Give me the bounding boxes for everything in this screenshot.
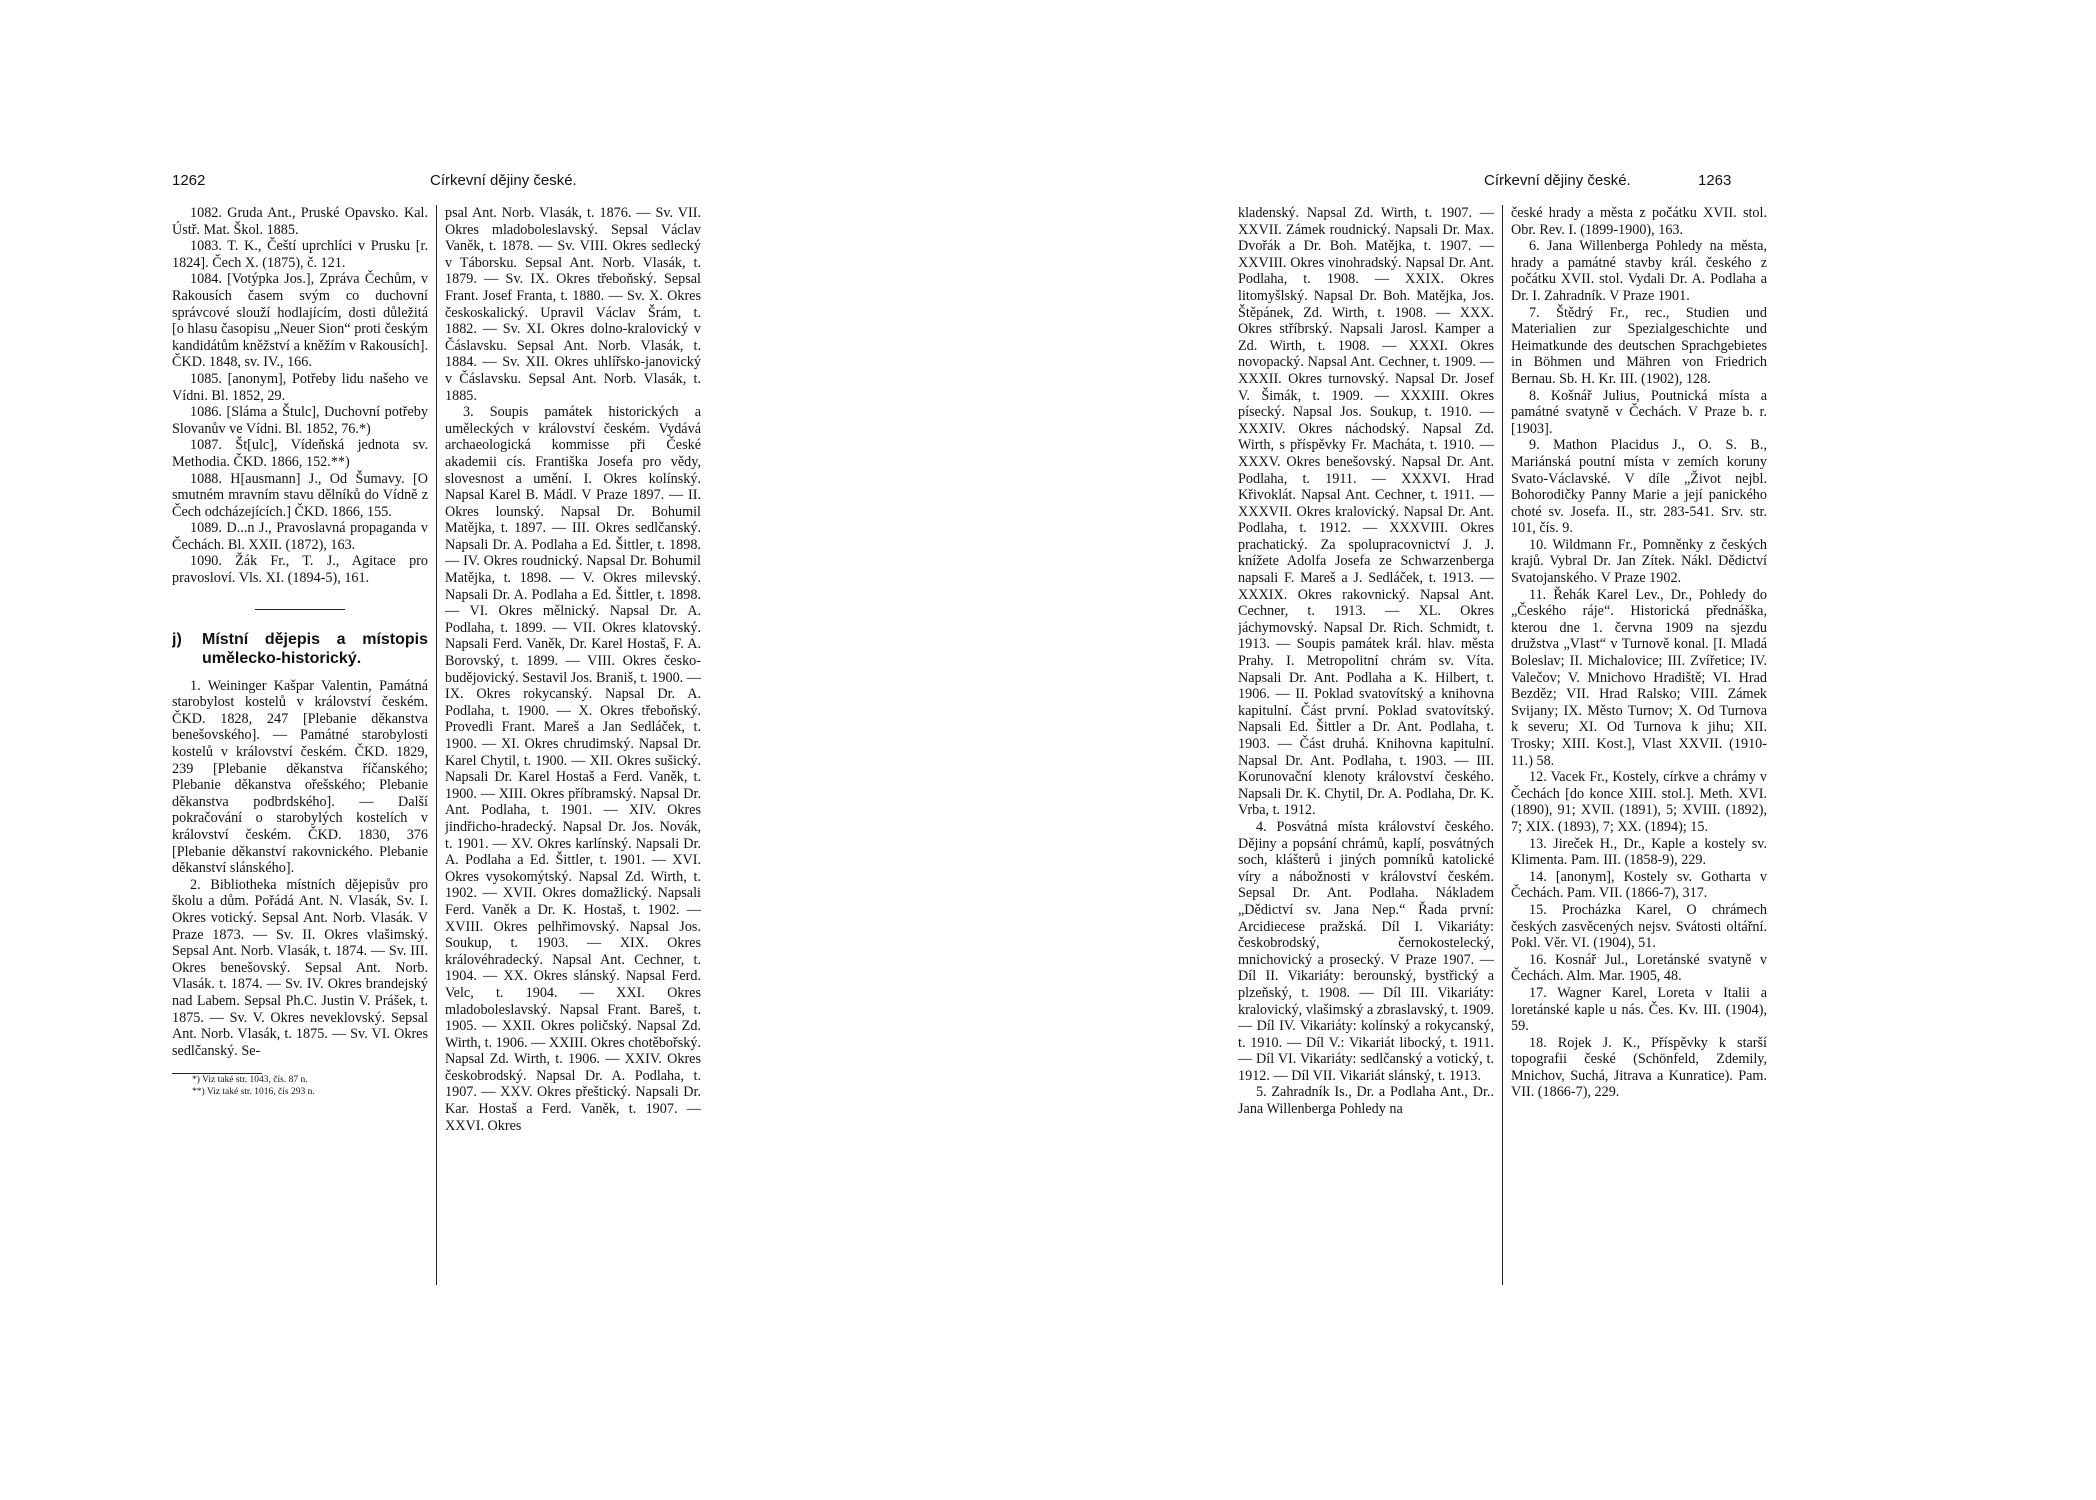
section-divider bbox=[255, 609, 345, 610]
footnote: *) Viz také str. 1043, čís. 87 n. bbox=[192, 1075, 308, 1086]
entry: 1089. D...n J., Pravoslavná propaganda v Čechách. Bl. XXII. (1872), 163. bbox=[172, 520, 428, 553]
right-column-2 bbox=[1511, 205, 1767, 1285]
entry: 13. Jireček H., Dr., Kaple a kostely sv. Klimenta. Pam. III. (1858-9), 229. bbox=[1511, 835, 1767, 869]
entry: 8. Košnář Julius, Poutnická místa a památné svatyně v Čechách. V Praze b. r. [1903]. bbox=[1511, 387, 1767, 437]
entry: 1082. Gruda Ant., Pruské Opavsko. Kal. Ústř. Mat. Škol. 1885. bbox=[172, 205, 428, 238]
left-column-1 bbox=[172, 205, 428, 1285]
entry: 14. [anonym], Kostely sv. Gotharta v Čechách. Pam. VII. (1866-7), 317. bbox=[1511, 868, 1767, 902]
entry: 1090. Žák Fr., T. J., Agitace pro pravosloví. Vls. XI. (1894-5), 161. bbox=[172, 553, 428, 587]
entry: kladenský. Napsal Zd. Wirth, t. 1907. — XXVII. Zámek roudnický. Napsali Dr. Max. Dvořák a Dr. Boh. Matějka, t. 1907. — XXVIII. Okres vinohradský. Napsal Dr. Ant. Podlaha, t. 1908. — XXIX. Okres litomyšlský. Napsal Dr. Boh. Matějka, Jos. Štěpánek, Zd. Wirth, t. 1908. — XXX. Okres stříbrský. Napsali Jarosl. Kamper a Zd. Wirth, t. 1908. — XXXI. Okres novopacký. Napsal Ant. Cechner, t. 1909. — XXXII. Okres turnovský. Napsal Dr. Josef V. Šimák, t. 1909. — XXXIII. Okres písecký. Napsal Jos. Soukup, t. 1910. — XXXIV. Okres náchodský. Napsal Zd. Wirth, s příspěvky Fr. Macháta, t. 1910. — XXXV. Okres benešovský. Napsal Dr. Ant. Podlaha, t. 1911. — XXXVI. Hrad Křivoklát. Napsal Ant. Cechner, t. 1911. — XXXVII. Okres kralovický. Napsal Dr. Ant. Podlaha, t. 1912. — XXXVIII. Okres prachatický. Za spolupracovnictví J. J. knížete Adolfa Josefa ze Schwarzenberga napsali F. Mareš a J. Sedláček, t. 1913. — XXXIX. Okres rakovnický. Napsal Ant. Cechner, t. 1913. — XL. Okres jáchymovský. Napsal Dr. Rich. Schmidt, t. 1913. — Soupis památek král. hlav. města Prahy. I. Metropolitní chrám sv. Víta. Napsali Dr. Ant. Podlaha a K. Hilbert, t. 1906. — II. Poklad svatovítský a knihovna kapitulní. Část první. Poklad svatovítský. Napsali Ed. Šittler a Dr. Ant. Podlaha, t. 1903. — Část druhá. Knihovna kapitulní. Napsal Dr. Ant. Podlaha, t. 1903. — III. Korunovační klenoty království českého. Napsali Dr. K. Chytil, Dr. A. Podlaha, Dr. K. Vrba, t. 1912. bbox=[1238, 205, 1494, 819]
entry: české hrady a města z počátku XVII. stol. Obr. Rev. I. (1899-1900), 163. bbox=[1511, 205, 1767, 238]
entry: 7. Štědrý Fr., rec., Studien und Materialien zur Spezialgeschichte und Heimatkunde des deutschen Sprachgebietes in Böhmen und Mähren von Friedrich Bernau. Sb. H. Kr. III. (1902), 128. bbox=[1511, 304, 1767, 387]
section-heading bbox=[172, 630, 428, 668]
entry: 3. Soupis památek historických a uměleckých v království českém. Vydává archaeologická kommisse při České akademii cís. Františka Josefa pro vědy, slovesnost a umění. I. Okres kolínský. Napsal Karel B. Mádl. V Praze 1897. — II. Okres lounský. Napsal Dr. Bohumil Matějka, t. 1897. — III. Okres sedlčanský. Napsali Dr. A. Podlaha a Ed. Šittler, t. 1898. — IV. Okres roudnický. Napsal Dr. Bohumil Matějka, t. 1898. — V. Okres milevský. Napsali Dr. A. Podlaha a Ed. Šittler, t. 1898. — VI. Okres mělnický. Napsal Dr. A. Podlaha, t. 1899. — VII. Okres klatovský. Napsali Ferd. Vaněk, Dr. Karel Hostaš, F. A. Borovský, t. 1899. — VIII. Okres česko-budějovický. Sestavil Jos. Braniš, t. 1900. — IX. Okres rokycanský. Napsal Dr. A. Podlaha, t. 1900. — X. Okres třeboňský. Provedli Frant. Mareš a Jan Sedláček, t. 1900. — XI. Okres chrudimský. Napsal Dr. Karel Chytil, t. 1900. — XII. Okres sušický. Napsali Dr. Karel Hostaš a Ferd. Vaněk, t. 1900. — XIII. Okres příbramský. Napsal Dr. Ant. Podlaha, t. 1901. — XIV. Okres jindřicho-hradecký. Napsal Dr. Jos. Novák, t. 1901. — XV. Okres karlínský. Napsali Dr. A. Podlaha a Ed. Šittler, t. 1901. — XVI. Okres vysokomýtský. Napsal Zd. Wirth, t. 1902. — XVII. Okres domažlický. Napsali Ferd. Vaněk a Dr. K. Hostaš, t. 1902. — XVIII. Okres pelhřimovský. Napsal Jos. Soukup, t. 1903. — XIX. Okres královéhradecký. Napsal Ant. Cechner, t. 1904. — XX. Okres slánský. Napsal Ferd. Velc, t. 1904. — XXI. Okres mladoboleslavský. Napsal Frant. Bareš, t. 1905. — XXII. Okres poličský. Napsal Zd. Wirth, t. 1906. — XXIII. Okres chotěbořský. Napsal Zd. Wirth, t. 1906. — XXIV. Okres českobrodský. Napsal Dr. A. Podlaha, t. 1907. — XXV. Okres přeštický. Napsali Dr. Kar. Hostaš a Ferd. Vaněk, t. 1907. — XXVI. Okres bbox=[445, 404, 701, 1134]
column-rule bbox=[1502, 205, 1503, 1285]
entry: 12. Vacek Fr., Kostely, církve a chrámy v Čechách [do konce XIII. stol.]. Meth. XVI. (1890), 91; XVII. (1891), 5; XVIII. (1892), 7; XIX. (1893), 7; XX. (1894); 15. bbox=[1511, 769, 1767, 835]
entry: 6. Jana Willenberga Pohledy na města, hrady a památné stavby král. českého z počátku XVII. stol. Vydali Dr. A. Podlaha a Dr. I. Zahradník. V Praze 1901. bbox=[1511, 238, 1767, 304]
entry: 17. Wagner Karel, Loreta v Italii a loretánské kaple u nás. Čes. Kv. III. (1904), 59. bbox=[1511, 984, 1767, 1035]
entry: 15. Procházka Karel, O chrámech českých zasvěcených nejsv. Svátosti oltářní. Pokl. Věr. VI. (1904), 51. bbox=[1511, 901, 1767, 952]
right-columns bbox=[1238, 205, 1767, 1285]
entry: 1. Weininger Kašpar Valentin, Památná starobylost kostelů v království českém. ČKD. 1828, 247 [Plebanie děkanstva benešovského]. — Památné starobylosti kostelů v království českém. ČKD. 1829, 239 [Plebanie děkanstva říčanského; Plebanie děkanstva ořešského; Plebanie děkanstva podbrdského]. — Další pokračování o starobylých kostelích v království českém. ČKD. 1830, 376 [Plebanie děkanství rakovnického. Plebanie děkanství slánského]. bbox=[172, 677, 428, 877]
entry: 16. Kosnář Jul., Loretánské svatyně v Čechách. Alm. Mar. 1905, 48. bbox=[1511, 951, 1767, 985]
section-title: Místní dějepis a místopis umělecko-historický. bbox=[202, 630, 428, 667]
entry: 11. Řehák Karel Lev., Dr., Pohledy do „Českého ráje“. Historická přednáška, kterou dne 1. června 1909 na sjezdu družstva „Vlast“ v Turnově konal. [I. Mladá Boleslav; II. Michalovice; III. Zvířetice; IV. Valečov; V. Mnichovo Hradiště; VI. Hrad Bezděz; VII. Hrad Ralsko; VIII. Zámek Svijany; IX. Město Turnov; X. Od Turnova k severu; XI. Od Turnova k jihu; XII. Trosky; XIII. Kost.], Vlast XXVII. (1910-11.) 58. bbox=[1511, 586, 1767, 769]
left-running-head: Církevní dějiny české. bbox=[430, 172, 577, 189]
entry: 10. Wildmann Fr., Pomněnky z českých krajů. Vybral Dr. Jan Zítek. Nákl. Dědictví Svatojanského. V Praze 1902. bbox=[1511, 536, 1767, 587]
right-running-head: Církevní dějiny české. bbox=[1484, 172, 1631, 189]
column-rule bbox=[436, 205, 437, 1285]
entry: 18. Rojek J. K., Příspěvky k starší topografii české (Schönfeld, Zdemily, Mnichov, Suchá, Jitrava a Kunratice). Pam. VII. (1866-7), 229. bbox=[1511, 1034, 1767, 1101]
entry: 2. Bibliotheka místních dějepisův pro školu a dům. Pořádá Ant. N. Vlasák, Sv. I. Okres votický. Sepsal Ant. Norb. Vlasák. V Praze 1873. — Sv. II. Okres vlašimský. Sepsal Ant. Norb. Vlasák, t. 1874. — Sv. III. Okres benešovský. Sepsal Ant. Norb. Vlasák. t. 1874. — Sv. IV. Okres brandejský nad Labem. Sepsal Ph.C. Justin V. Prášek, t. 1875. — Sv. V. Okres neveklovský. Sepsal Ant. Norb. Vlasák, t. 1875. — Sv. VI. Okres sedlčanský. Se- bbox=[172, 876, 428, 1059]
right-page-number: 1263 bbox=[1698, 172, 1732, 189]
entry: psal Ant. Norb. Vlasák, t. 1876. — Sv. VII. Okres mladoboleslavský. Sepsal Václav Vaněk, t. 1878. — Sv. VIII. Okres sedlecký v Táborsku. Sepsal Ant. Norb. Vlasák, t. 1879. — Sv. IX. Okres třeboňský. Sepsal Frant. Josef Franta, t. 1880. — Sv. X. Okres českoskalický. Upravil Václav Šrám, t. 1882. — Sv. XI. Okres dolno-kralovický v Čáslavsku. Sepsal Ant. Norb. Vlasák, t. 1884. — Sv. XII. Okres uhlířsko-janovický v Čáslavsku. Sepsal Ant. Norb. Vlasák, t. 1885. bbox=[445, 205, 701, 404]
entry: 1088. H[ausmann] J., Od Šumavy. [O smutném mravním stavu dělníků do Vídně z Čech odcházejících.] ČKD. 1866, 155. bbox=[172, 470, 428, 520]
entry: 5. Zahradník Is., Dr. a Podlaha Ant., Dr.. Jana Willenberga Pohledy na bbox=[1238, 1084, 1494, 1118]
footnote: **) Viz také str. 1016, čís 293 n. bbox=[192, 1087, 315, 1098]
entry: 1084. [Votýpka Jos.], Zpráva Čechům, v Rakousích časem svým co duchovní správcové slouží hodlajícím, dosti důležitá [o hlasu časopisu „Neuer Sion“ proti českým kandidátům kněžství a kněžím v Rakousích]. ČKD. 1848, sv. IV., 166. bbox=[172, 271, 428, 371]
entry: 1085. [anonym], Potřeby lidu našeho ve Vídni. Bl. 1852, 29. bbox=[172, 370, 428, 404]
left-column-2 bbox=[445, 205, 701, 1285]
entry: 1086. [Sláma a Štulc], Duchovní potřeby Slovanův ve Vídni. Bl. 1852, 76.*) bbox=[172, 404, 428, 437]
right-page bbox=[1048, 0, 2096, 1500]
entry: 9. Mathon Placidus J., O. S. B., Mariánská poutní místa v zemích koruny Svato-Václavské. V díle „Život nejbl. Bohorodičky Panny Marie a její panického choté sv. Josefa. II., str. 283-541. Srv. str. 101, čís. 9. bbox=[1511, 437, 1767, 537]
entry: 4. Posvátná místa království českého. Dějiny a popsání chrámů, kaplí, posvátných soch, klášterů i jiných pomníků katolické víry a nábožnosti v království českém. Sepsal Dr. Ant. Podlaha. Nákladem „Dědictví sv. Jana Nep.“ Řada první: Arcidiecese pražská. Díl I. Vikariáty: českobrodský, černokostelecký, mnichovický a prosecký. V Praze 1907. — Díl II. Vikariáty: berounský, bystřický a plzeňský, t. 1908. — Díl III. Vikariáty: kralovický, vlašimský a zbraslavský, t. 1909. — Díl IV. Vikariáty: kolínský a rokycanský, t. 1910. — Díl V.: Vikariát libocký, t. 1911. — Díl VI. Vikariáty: sedlčanský a votický, t. 1912. — Díl VII. Vikariát slánský, t. 1913. bbox=[1238, 818, 1494, 1084]
left-page-number: 1262 bbox=[172, 172, 206, 189]
left-columns bbox=[172, 205, 701, 1285]
entry: 1083. T. K., Čeští uprchlíci v Prusku [r. 1824]. Čech X. (1875), č. 121. bbox=[172, 238, 428, 271]
section-letter: j) bbox=[172, 630, 182, 648]
right-column-1 bbox=[1238, 205, 1494, 1285]
entry: 1087. Št[ulc], Vídeňská jednota sv. Methodia. ČKD. 1866, 152.**) bbox=[172, 437, 428, 470]
